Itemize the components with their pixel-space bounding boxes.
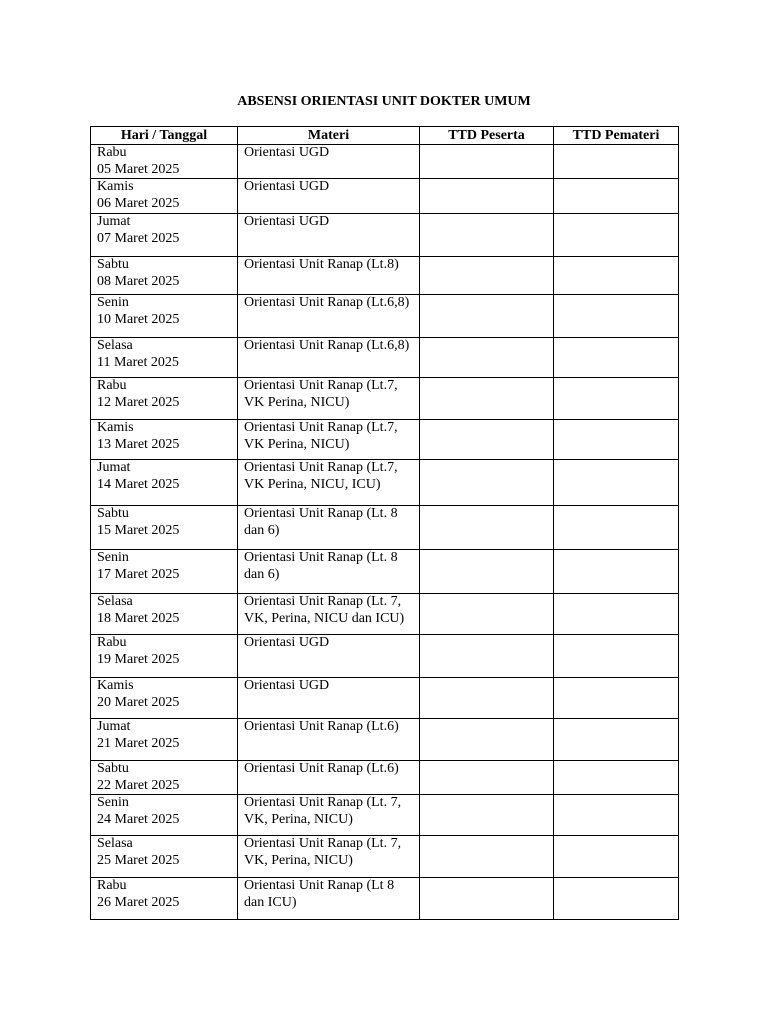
cell-ttd-pemateri[interactable] bbox=[554, 420, 679, 460]
cell-ttd-peserta[interactable] bbox=[420, 420, 554, 460]
header-ttd-peserta: TTD Peserta bbox=[420, 127, 554, 145]
cell-ttd-pemateri[interactable] bbox=[554, 145, 679, 179]
cell-materi bbox=[238, 761, 420, 795]
cell-hari-tanggal bbox=[91, 678, 238, 719]
cell-ttd-peserta[interactable] bbox=[420, 179, 554, 214]
attendance-table bbox=[90, 126, 679, 920]
materi-text: Orientasi Unit Ranap (Lt. 8 bbox=[244, 506, 398, 521]
materi-text: Orientasi Unit Ranap (Lt.6,8) bbox=[244, 338, 410, 353]
cell-ttd-pemateri[interactable] bbox=[554, 719, 679, 761]
day-name: Rabu bbox=[97, 878, 127, 893]
cell-ttd-peserta[interactable] bbox=[420, 550, 554, 594]
cell-ttd-peserta[interactable] bbox=[420, 460, 554, 506]
table-row bbox=[91, 795, 679, 836]
cell-hari-tanggal bbox=[91, 878, 238, 920]
cell-ttd-peserta[interactable] bbox=[420, 145, 554, 179]
materi-text: Orientasi Unit Ranap (Lt.6) bbox=[244, 761, 399, 776]
cell-materi bbox=[238, 550, 420, 594]
cell-ttd-pemateri[interactable] bbox=[554, 214, 679, 257]
cell-hari-tanggal bbox=[91, 257, 238, 295]
day-name: Jumat bbox=[97, 214, 131, 229]
date-text: 18 Maret 2025 bbox=[97, 610, 180, 626]
table-row bbox=[91, 635, 679, 678]
materi-text: VK, Perina, NICU) bbox=[244, 811, 353, 827]
cell-ttd-peserta[interactable] bbox=[420, 506, 554, 550]
cell-ttd-peserta[interactable] bbox=[420, 214, 554, 257]
table-body bbox=[91, 145, 679, 920]
materi-text: Orientasi UGD bbox=[244, 179, 330, 194]
cell-hari-tanggal bbox=[91, 420, 238, 460]
cell-ttd-peserta[interactable] bbox=[420, 378, 554, 420]
cell-hari-tanggal bbox=[91, 761, 238, 795]
cell-materi bbox=[238, 460, 420, 506]
date-text: 14 Maret 2025 bbox=[97, 476, 180, 492]
cell-ttd-peserta[interactable] bbox=[420, 836, 554, 878]
day-name: Sabtu bbox=[97, 257, 129, 272]
materi-text: dan 6) bbox=[244, 522, 280, 538]
cell-ttd-pemateri[interactable] bbox=[554, 594, 679, 635]
cell-materi bbox=[238, 878, 420, 920]
cell-hari-tanggal bbox=[91, 594, 238, 635]
cell-ttd-peserta[interactable] bbox=[420, 338, 554, 378]
date-text: 17 Maret 2025 bbox=[97, 566, 180, 582]
materi-text: Orientasi Unit Ranap (Lt.7, bbox=[244, 378, 398, 393]
cell-hari-tanggal bbox=[91, 836, 238, 878]
page-title: ABSENSI ORIENTASI UNIT DOKTER UMUM bbox=[237, 94, 531, 109]
date-text: 22 Maret 2025 bbox=[97, 777, 180, 793]
cell-ttd-pemateri[interactable] bbox=[554, 506, 679, 550]
table-row bbox=[91, 594, 679, 635]
cell-hari-tanggal bbox=[91, 795, 238, 836]
table-row bbox=[91, 420, 679, 460]
table-row bbox=[91, 836, 679, 878]
cell-hari-tanggal bbox=[91, 460, 238, 506]
header-hari-tanggal: Hari / Tanggal bbox=[91, 127, 238, 145]
day-name: Senin bbox=[97, 550, 129, 565]
materi-text: Orientasi Unit Ranap (Lt.6) bbox=[244, 719, 399, 734]
cell-ttd-pemateri[interactable] bbox=[554, 460, 679, 506]
materi-text: Orientasi UGD bbox=[244, 635, 330, 650]
day-name: Jumat bbox=[97, 460, 131, 475]
cell-ttd-pemateri[interactable] bbox=[554, 795, 679, 836]
cell-materi bbox=[238, 506, 420, 550]
cell-hari-tanggal bbox=[91, 635, 238, 678]
cell-ttd-pemateri[interactable] bbox=[554, 257, 679, 295]
date-text: 12 Maret 2025 bbox=[97, 394, 180, 410]
date-text: 24 Maret 2025 bbox=[97, 811, 180, 827]
cell-materi bbox=[238, 257, 420, 295]
table-row bbox=[91, 214, 679, 257]
day-name: Jumat bbox=[97, 719, 131, 734]
cell-hari-tanggal bbox=[91, 506, 238, 550]
header-materi: Materi bbox=[238, 127, 420, 145]
day-name: Selasa bbox=[97, 338, 133, 353]
cell-ttd-peserta[interactable] bbox=[420, 878, 554, 920]
table-row bbox=[91, 550, 679, 594]
cell-hari-tanggal bbox=[91, 338, 238, 378]
cell-hari-tanggal bbox=[91, 719, 238, 761]
cell-ttd-pemateri[interactable] bbox=[554, 338, 679, 378]
date-text: 06 Maret 2025 bbox=[97, 195, 180, 211]
cell-materi bbox=[238, 635, 420, 678]
cell-ttd-pemateri[interactable] bbox=[554, 836, 679, 878]
table-row bbox=[91, 257, 679, 295]
table-row bbox=[91, 761, 679, 795]
cell-ttd-peserta[interactable] bbox=[420, 761, 554, 795]
cell-hari-tanggal bbox=[91, 295, 238, 338]
day-name: Senin bbox=[97, 295, 129, 310]
day-name: Senin bbox=[97, 795, 129, 810]
cell-materi bbox=[238, 678, 420, 719]
materi-text: VK, Perina, NICU dan ICU) bbox=[244, 610, 405, 626]
materi-text: Orientasi Unit Ranap (Lt. 7, bbox=[244, 594, 402, 609]
cell-ttd-pemateri[interactable] bbox=[554, 635, 679, 678]
cell-ttd-peserta[interactable] bbox=[420, 594, 554, 635]
materi-text: Orientasi Unit Ranap (Lt 8 bbox=[244, 878, 395, 893]
cell-materi bbox=[238, 420, 420, 460]
header-ttd-pemateri: TTD Pemateri bbox=[554, 127, 679, 145]
cell-ttd-peserta[interactable] bbox=[420, 257, 554, 295]
cell-materi bbox=[238, 295, 420, 338]
cell-ttd-pemateri[interactable] bbox=[554, 550, 679, 594]
date-text: 13 Maret 2025 bbox=[97, 436, 180, 452]
cell-ttd-peserta[interactable] bbox=[420, 795, 554, 836]
cell-ttd-pemateri[interactable] bbox=[554, 378, 679, 420]
cell-hari-tanggal bbox=[91, 378, 238, 420]
date-text: 21 Maret 2025 bbox=[97, 735, 180, 751]
date-text: 10 Maret 2025 bbox=[97, 311, 180, 327]
cell-ttd-peserta[interactable] bbox=[420, 635, 554, 678]
date-text: 15 Maret 2025 bbox=[97, 522, 180, 538]
day-name: Kamis bbox=[97, 678, 134, 693]
cell-ttd-pemateri[interactable] bbox=[554, 878, 679, 920]
cell-hari-tanggal bbox=[91, 145, 238, 179]
day-name: Rabu bbox=[97, 378, 127, 393]
table-row bbox=[91, 295, 679, 338]
date-text: 08 Maret 2025 bbox=[97, 273, 180, 289]
cell-materi bbox=[238, 719, 420, 761]
day-name: Selasa bbox=[97, 836, 133, 851]
date-text: 07 Maret 2025 bbox=[97, 230, 180, 246]
cell-hari-tanggal bbox=[91, 550, 238, 594]
materi-text: Orientasi UGD bbox=[244, 214, 330, 229]
cell-materi bbox=[238, 338, 420, 378]
table-row bbox=[91, 460, 679, 506]
table-row bbox=[91, 678, 679, 719]
date-text: 26 Maret 2025 bbox=[97, 894, 180, 910]
cell-materi bbox=[238, 179, 420, 214]
materi-text: VK Perina, NICU) bbox=[244, 394, 350, 410]
date-text: 20 Maret 2025 bbox=[97, 694, 180, 710]
date-text: 05 Maret 2025 bbox=[97, 161, 180, 177]
materi-text: Orientasi Unit Ranap (Lt. 7, bbox=[244, 795, 402, 810]
table-header-row bbox=[91, 127, 679, 145]
materi-text: Orientasi Unit Ranap (Lt.7, bbox=[244, 420, 398, 435]
day-name: Rabu bbox=[97, 145, 127, 160]
cell-ttd-peserta[interactable] bbox=[420, 678, 554, 719]
cell-hari-tanggal bbox=[91, 179, 238, 214]
cell-ttd-pemateri[interactable] bbox=[554, 678, 679, 719]
cell-materi bbox=[238, 378, 420, 420]
cell-materi bbox=[238, 594, 420, 635]
cell-materi bbox=[238, 795, 420, 836]
cell-materi bbox=[238, 836, 420, 878]
day-name: Sabtu bbox=[97, 761, 129, 776]
date-text: 19 Maret 2025 bbox=[97, 651, 180, 667]
day-name: Kamis bbox=[97, 179, 134, 194]
materi-text: Orientasi UGD bbox=[244, 678, 330, 693]
day-name: Kamis bbox=[97, 420, 134, 435]
cell-ttd-pemateri[interactable] bbox=[554, 179, 679, 214]
materi-text: VK Perina, NICU, ICU) bbox=[244, 476, 381, 492]
table-row bbox=[91, 506, 679, 550]
table-row bbox=[91, 719, 679, 761]
table-row bbox=[91, 378, 679, 420]
materi-text: dan ICU) bbox=[244, 894, 297, 910]
cell-ttd-pemateri[interactable] bbox=[554, 761, 679, 795]
day-name: Rabu bbox=[97, 635, 127, 650]
materi-text: VK, Perina, NICU) bbox=[244, 852, 353, 868]
materi-text: Orientasi Unit Ranap (Lt.7, bbox=[244, 460, 398, 475]
day-name: Selasa bbox=[97, 594, 133, 609]
materi-text: Orientasi Unit Ranap (Lt. 7, bbox=[244, 836, 402, 851]
table-row bbox=[91, 179, 679, 214]
day-name: Sabtu bbox=[97, 506, 129, 521]
materi-text: dan 6) bbox=[244, 566, 280, 582]
materi-text: Orientasi Unit Ranap (Lt.8) bbox=[244, 257, 399, 272]
cell-hari-tanggal bbox=[91, 214, 238, 257]
cell-materi bbox=[238, 145, 420, 179]
cell-ttd-peserta[interactable] bbox=[420, 295, 554, 338]
cell-ttd-pemateri[interactable] bbox=[554, 295, 679, 338]
table-row bbox=[91, 878, 679, 920]
materi-text: VK Perina, NICU) bbox=[244, 436, 350, 452]
date-text: 11 Maret 2025 bbox=[97, 354, 179, 370]
cell-ttd-peserta[interactable] bbox=[420, 719, 554, 761]
materi-text: Orientasi Unit Ranap (Lt. 8 bbox=[244, 550, 398, 565]
materi-text: Orientasi Unit Ranap (Lt.6,8) bbox=[244, 295, 410, 310]
date-text: 25 Maret 2025 bbox=[97, 852, 180, 868]
table-row bbox=[91, 338, 679, 378]
cell-materi bbox=[238, 214, 420, 257]
materi-text: Orientasi UGD bbox=[244, 145, 330, 160]
table-row bbox=[91, 145, 679, 179]
